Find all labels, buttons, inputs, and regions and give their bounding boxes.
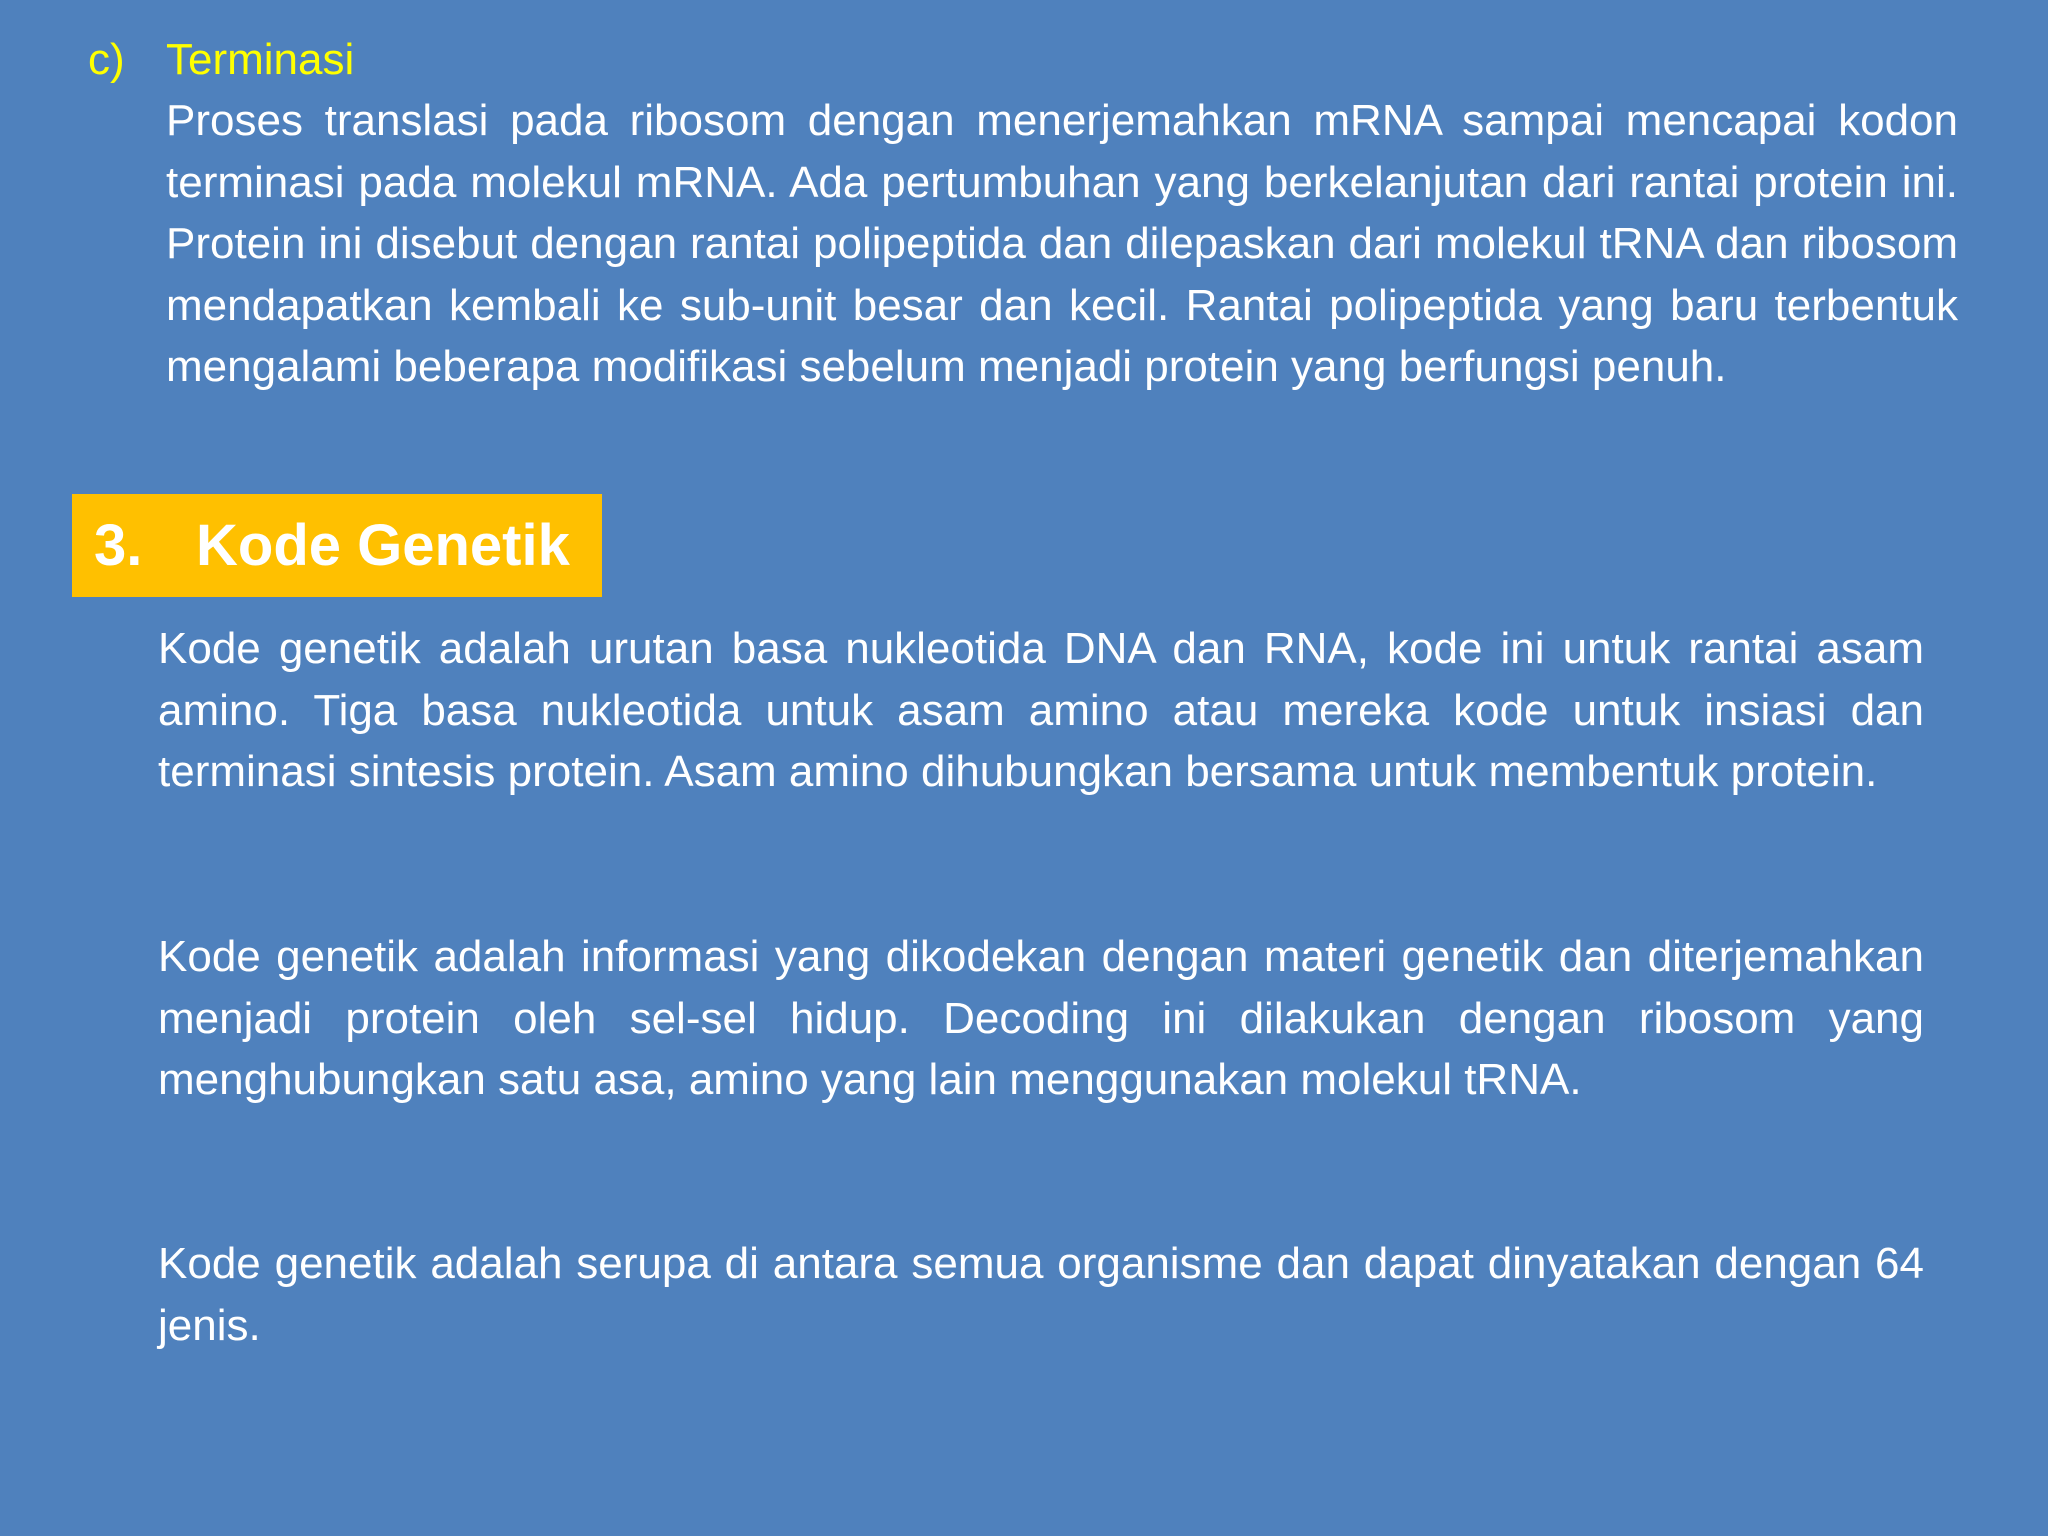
section-title: Kode Genetik (196, 513, 570, 578)
kode-genetik-paragraph-3: Kode genetik adalah serupa di antara semua organisme dan dapat dinyatakan dengan 64 jenis. (158, 1239, 1924, 1350)
section-title-banner (72, 494, 602, 597)
kode-genetik-paragraph-2: Kode genetik adalah informasi yang dikodekan dengan materi genetik dan diterjemahkan menjadi protein oleh sel-sel hidup. Decoding ini dilakukan dengan ribosom yang menghubungkan satu asa, amino yang lain menggunakan molekul tRNA. (158, 932, 1924, 1104)
subsection-marker: c) (88, 35, 125, 84)
section-number: 3. (94, 513, 143, 578)
subsection-title: Terminasi (166, 35, 355, 84)
subsection-heading (88, 30, 354, 90)
terminasi-paragraph: Proses translasi pada ribosom dengan menerjemahkan mRNA sampai mencapai kodon terminasi pada molekul mRNA. Ada pertumbuhan yang berkelanjutan dari rantai protein ini. Protein ini disebut dengan rantai polipeptida dan dilepaskan dari molekul tRNA dan ribosom mendapatkan kembali ke sub-unit besar dan kecil. Rantai polipeptida yang baru terbentuk mengalami beberapa modifikasi sebelum menjadi protein yang berfungsi penuh. (166, 96, 1958, 391)
kode-genetik-paragraph-1: Kode genetik adalah urutan basa nukleotida DNA dan RNA, kode ini untuk rantai asam amino. Tiga basa nukleotida untuk asam amino atau mereka kode untuk insiasi dan terminasi sintesis protein. Asam amino dihubungkan bersama untuk membentuk protein. (158, 624, 1924, 796)
